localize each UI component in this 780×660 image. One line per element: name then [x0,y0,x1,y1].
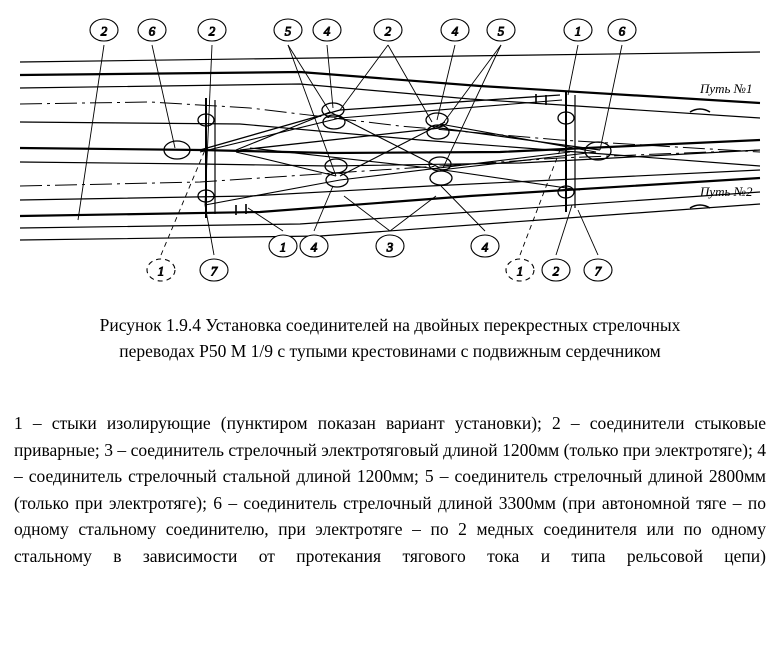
callout-label: 2 [100,23,108,39]
figure-diagram [0,0,780,300]
callout-label: 1 [574,23,582,39]
callout-leader-line [520,150,560,255]
callout-label: 2 [208,23,216,39]
callout-leader-line [327,45,333,108]
callout-leader-line [600,45,622,150]
callout-leader-line [443,45,501,168]
caption-line-2: переводах Р50 М 1/9 с тупыми крестовинами с подвижным сердечником [119,341,661,362]
callout-label: 2 [384,23,392,39]
figure-legend [14,410,766,570]
callout-leader-line [441,45,501,126]
callout-label: 5 [284,23,292,39]
track-label: Путь №2 [700,184,753,199]
callout-label: 4 [481,239,489,255]
track-lines [20,52,760,240]
callout-label: 4 [451,23,459,39]
track-label: Путь №1 [700,81,753,96]
callout-label: 7 [594,263,602,279]
callout-label: 7 [210,263,218,279]
callout-leader-line [568,45,578,95]
callout-label: 6 [618,23,626,39]
callout-leader-line [344,196,390,231]
callout-leader-line [161,150,205,255]
callout-label: 4 [323,23,331,39]
legend-text: 1 – стыки изолирующие (пунктиром показан вариант установки); 2 – соединители стыковые приварные; 3 – соединитель стрелочный электротяговый длиной 1200мм (только при электротяге); 4 – соединитель стрелочный стальной длиной 1200мм; 5 – соединитель стрелочный длиной 2800мм (только при электротяге); 6 – соединитель стрелочный длиной 3300мм (при автономной тяге – по одному стальному соединителю, при электротяге – по 2 медных соединителя или по одному стальному в зависимости от протекания тягового тока и типа рельсовой цепи) [14,413,766,566]
figure-caption [0,312,780,365]
callout-label: 5 [497,23,505,39]
callout-label: 6 [148,23,156,39]
callout-label: 2 [552,263,560,279]
callout-leader-line [78,45,104,220]
callout-label: 3 [386,239,394,255]
callout-label: 4 [310,239,318,255]
caption-line-1: Рисунок 1.9.4 Установка соединителей на двойных перекрестных стрелочных [99,315,681,335]
callout-label: 1 [157,263,165,279]
callout-leader-line [556,205,572,255]
callout-label: 1 [279,239,287,255]
callout-leader-line [441,186,485,231]
callout-label: 1 [516,263,524,279]
